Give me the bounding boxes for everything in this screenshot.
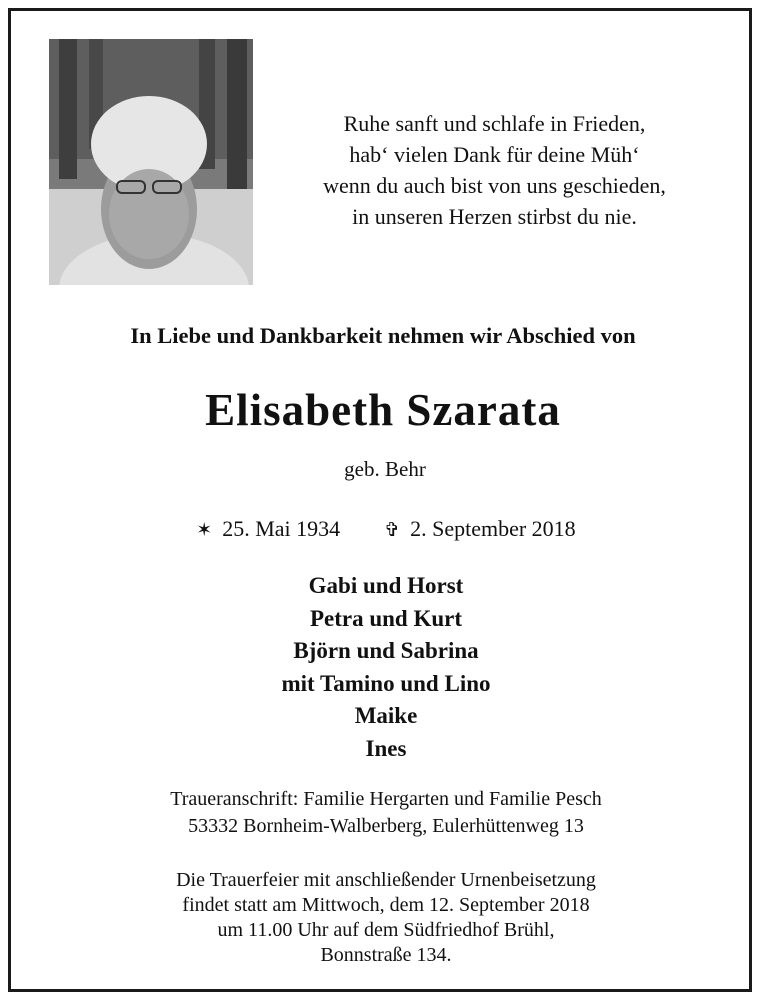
poem-line: hab‘ vielen Dank für deine Müh‘ xyxy=(349,142,640,167)
mourner: Ines xyxy=(365,735,407,761)
cross-icon: ✞ xyxy=(384,519,401,541)
mourner: mit Tamino und Lino xyxy=(281,670,491,696)
mourners-list xyxy=(0,570,766,765)
address-line: Traueranschrift: Familie Hergarten und Familie Pesch xyxy=(170,788,602,810)
service-line: findet statt am Mittwoch, dem 12. September 2018 xyxy=(182,894,590,916)
address-line: 53332 Bornheim-Walberberg, Eulerhüttenweg 13 xyxy=(188,815,584,837)
star-icon: ✶ xyxy=(196,519,213,541)
mourner: Maike xyxy=(354,703,418,728)
death-date: 2. September 2018 xyxy=(410,516,576,541)
birth-date: 25. Mai 1934 xyxy=(222,516,341,541)
poem-line: Ruhe sanft und schlafe in Frieden, xyxy=(343,111,646,136)
poem-line: in unseren Herzen stirbst du nie. xyxy=(352,204,637,229)
poem-line: wenn du auch bist von uns geschieden, xyxy=(323,173,666,198)
mourner: Gabi und Horst xyxy=(308,573,464,598)
birth-name: geb. Behr xyxy=(344,457,426,481)
life-dates xyxy=(0,516,766,542)
service-line: Die Trauerfeier mit anschließender Urnenbeisetzung xyxy=(176,869,596,891)
mourning-address xyxy=(0,786,766,840)
mourner: Petra und Kurt xyxy=(309,605,463,631)
service-line: Bonnstraße 134. xyxy=(320,944,452,966)
mourner: Björn und Sabrina xyxy=(293,638,479,663)
poem xyxy=(272,108,717,232)
portrait-photo xyxy=(49,39,253,285)
funeral-service-info xyxy=(0,868,766,968)
deceased-name: Elisabeth Szarata xyxy=(205,385,561,435)
service-line: um 11.00 Uhr auf dem Südfriedhof Brühl, xyxy=(217,919,555,941)
intro-text: In Liebe und Dankbarkeit nehmen wir Abschied von xyxy=(130,323,636,348)
